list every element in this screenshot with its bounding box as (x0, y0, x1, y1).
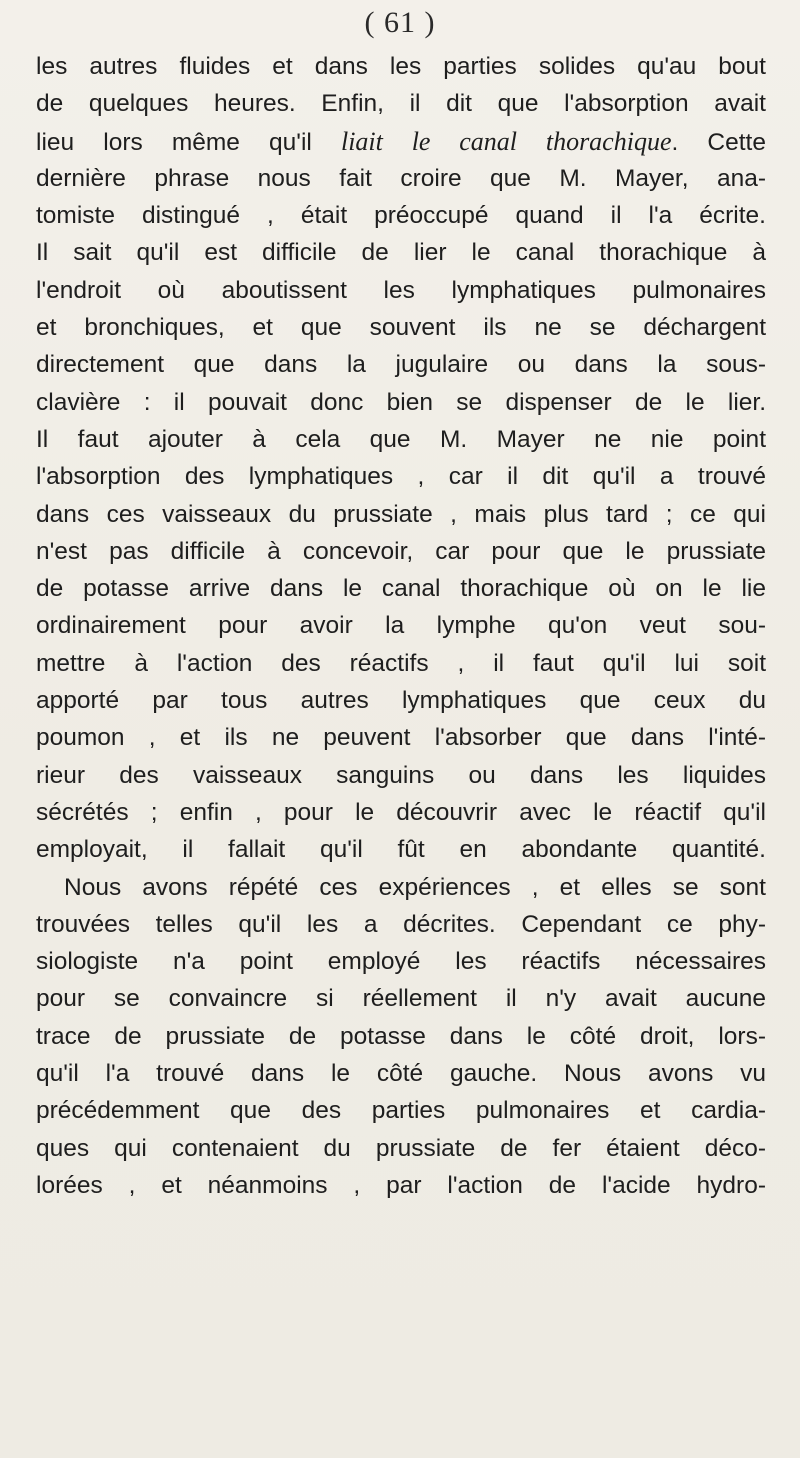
italic-phrase: liait le canal thorachique (340, 126, 672, 156)
text-line: dernière phrase nous fait croire que M. Mayer, ana- (36, 164, 766, 192)
text-line: tomiste distingué , était préoccupé quand il l'a écrite. (36, 202, 766, 230)
text-line: rieur des vaisseaux sanguins ou dans les liquides (36, 761, 766, 789)
text-line: ques qui contenaient du prussiate de fer étaient déco- (36, 1134, 766, 1162)
text-line: directement que dans la jugulaire ou dans la sous- (36, 351, 766, 379)
body-text (36, 48, 766, 1204)
text-line: employait, il fallait qu'il fût en abondante quantité. (36, 836, 766, 864)
text-line: précédemment que des parties pulmonaires et cardia- (36, 1097, 766, 1125)
text-line: les autres fluides et dans les parties solides qu'au bout (36, 53, 766, 80)
text-line: de potasse arrive dans le canal thorachique où on le lie (36, 575, 766, 603)
text-line: ordinairement pour avoir la lymphe qu'on veut sou- (36, 612, 766, 640)
text-line: mettre à l'action des réactifs , il faut qu'il lui soit (36, 649, 766, 677)
paragraph-start-line: Nous avons répété ces expériences , et elles se sont (64, 873, 766, 901)
text-line: l'absorption des lymphatiques , car il dit qu'il a trouvé (36, 463, 766, 491)
text-line: qu'il l'a trouvé dans le côté gauche. Nous avons vu (36, 1060, 766, 1088)
text-line: trouvées telles qu'il les a décrites. Cependant ce phy- (36, 910, 766, 938)
page-number: ( 61 ) (364, 6, 436, 39)
line-text: lieu lors même qu'il (36, 128, 341, 156)
text-line: n'est pas difficile à concevoir, car pour que le prussiate (36, 537, 766, 565)
text-line: sécrétés ; enfin , pour le découvrir avec le réactif qu'il (36, 798, 766, 826)
text-line: de quelques heures. Enfin, il dit que l'absorption avait (36, 90, 766, 118)
text-line: l'endroit où aboutissent les lymphatiques pulmonaires (36, 276, 766, 304)
text-line: poumon , et ils ne peuvent l'absorber que dans l'inté- (36, 724, 766, 752)
line-text: . Cette (671, 128, 766, 156)
text-line: lorées , et néanmoins , par l'action de l'acide hydro- (36, 1171, 766, 1199)
text-line: siologiste n'a point employé les réactifs nécessaires (36, 948, 766, 976)
text-line: trace de prussiate de potasse dans le côté droit, lors- (36, 1022, 766, 1050)
text-line: apporté par tous autres lymphatiques que ceux du (36, 687, 766, 715)
text-line: et bronchiques, et que souvent ils ne se déchargent (36, 314, 766, 342)
text-line: Il faut ajouter à cela que M. Mayer ne nie point (36, 425, 766, 453)
text-line: pour se convaincre si réellement il n'y avait aucune (36, 985, 766, 1013)
text-line: Il sait qu'il est difficile de lier le canal thorachique à (36, 239, 766, 267)
text-line: dans ces vaisseaux du prussiate , mais plus tard ; ce qui (36, 500, 766, 528)
text-line (36, 123, 766, 160)
text-line: clavière : il pouvait donc bien se dispenser de le lier. (36, 388, 766, 416)
